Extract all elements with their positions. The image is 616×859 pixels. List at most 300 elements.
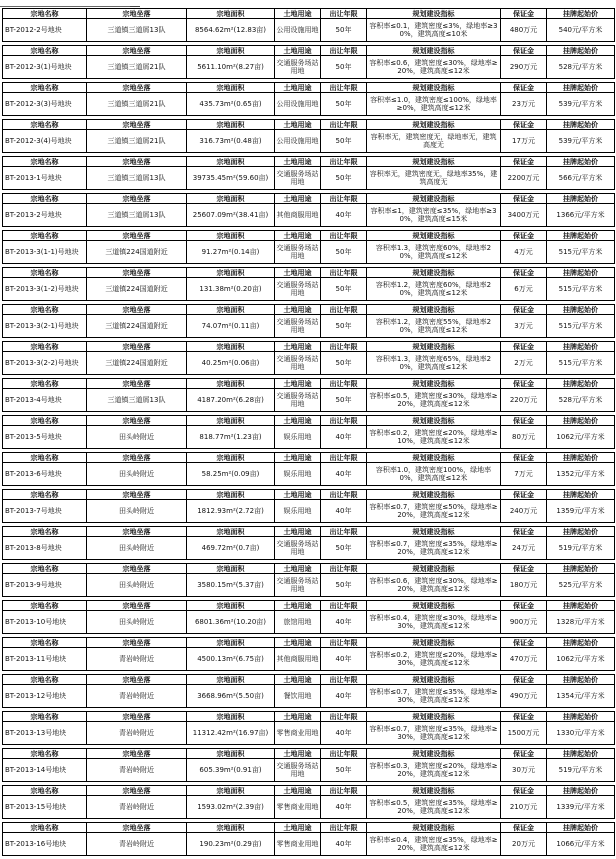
parcel-use: 交通服务场站用地 [275, 241, 321, 264]
parcel-deposit: 900万元 [501, 611, 547, 634]
header-price: 挂牌起始价 [547, 749, 615, 759]
parcel-deposit: 1500万元 [501, 722, 547, 745]
header-planning: 规划建设指标 [367, 157, 501, 167]
parcel-location: 田头岭附近 [87, 463, 187, 486]
parcel-block [2, 600, 615, 634]
parcel-data-row [3, 130, 615, 153]
header-term: 出让年限 [321, 83, 367, 93]
header-planning: 规划建设指标 [367, 675, 501, 685]
parcel-price: 1352元/平方米 [547, 463, 615, 486]
parcel-area: 3668.96m²(5.50亩) [187, 685, 275, 708]
parcel-block [2, 674, 615, 708]
parcel-area: 4187.20m²(6.28亩) [187, 389, 275, 412]
header-location: 宗地坐落 [87, 712, 187, 722]
header-deposit: 保证金 [501, 749, 547, 759]
header-price: 挂牌起始价 [547, 675, 615, 685]
header-deposit: 保证金 [501, 268, 547, 278]
header-use: 土地用途 [275, 194, 321, 204]
parcel-block [2, 526, 615, 560]
header-planning: 规划建设指标 [367, 601, 501, 611]
parcel-deposit: 480万元 [501, 19, 547, 42]
parcel-location: 田头岭附近 [87, 426, 187, 449]
header-area: 宗地面积 [187, 9, 275, 19]
header-planning: 规划建设指标 [367, 46, 501, 56]
header-underline [0, 6, 130, 7]
parcel-planning: 容积率1.2，建筑密度55%，绿地率20%，建筑高度≤12米 [367, 315, 501, 338]
header-deposit: 保证金 [501, 231, 547, 241]
parcel-data-row [3, 796, 615, 819]
header-term: 出让年限 [321, 379, 367, 389]
header-use: 土地用途 [275, 638, 321, 648]
parcel-name: BT-2013-2号地块 [3, 204, 87, 227]
parcel-name: BT-2013-7号地块 [3, 500, 87, 523]
header-area: 宗地面积 [187, 786, 275, 796]
header-price: 挂牌起始价 [547, 490, 615, 500]
parcel-name: BT-2013-3(1-1)号地块 [3, 241, 87, 264]
parcel-area: 1812.93m²(2.72亩) [187, 500, 275, 523]
parcel-planning: 容积率1.3，建筑密度60%，绿地率20%，建筑高度≤12米 [367, 241, 501, 264]
parcel-location: 三道镇224国道附近 [87, 315, 187, 338]
header-location: 宗地坐落 [87, 305, 187, 315]
parcel-deposit: 220万元 [501, 389, 547, 412]
header-planning: 规划建设指标 [367, 268, 501, 278]
header-area: 宗地面积 [187, 416, 275, 426]
parcel-term: 50年 [321, 93, 367, 116]
header-price: 挂牌起始价 [547, 712, 615, 722]
parcel-area: 316.73m²(0.48亩) [187, 130, 275, 153]
header-location: 宗地坐落 [87, 564, 187, 574]
parcel-deposit: 20万元 [501, 833, 547, 856]
parcel-price: 1366元/平方米 [547, 204, 615, 227]
parcel-term: 50年 [321, 352, 367, 375]
header-price: 挂牌起始价 [547, 83, 615, 93]
header-planning: 规划建设指标 [367, 231, 501, 241]
parcel-planning: 容积率≤0.2，建筑密度≤20%，绿地率≥10%，建筑高度≤12米 [367, 426, 501, 449]
parcel-location: 田头岭附近 [87, 574, 187, 597]
parcel-location: 三道镇224国道附近 [87, 241, 187, 264]
parcel-area: 131.38m²(0.20亩) [187, 278, 275, 301]
parcel-header-row [3, 157, 615, 167]
header-area: 宗地面积 [187, 712, 275, 722]
parcel-price: 528元/平方米 [547, 56, 615, 79]
parcel-location: 三道镇三道屑13队 [87, 389, 187, 412]
parcel-data-row [3, 315, 615, 338]
parcel-planning: 容积率≤0.7，建筑密度≤35%，绿地率≥30%，建筑高度≤12米 [367, 685, 501, 708]
header-deposit: 保证金 [501, 823, 547, 833]
parcel-area: 11312.42m²(16.97亩) [187, 722, 275, 745]
parcel-price: 539元/平方米 [547, 93, 615, 116]
parcel-header-row [3, 527, 615, 537]
header-area: 宗地面积 [187, 342, 275, 352]
parcel-name: BT-2013-15号地块 [3, 796, 87, 819]
header-deposit: 保证金 [501, 416, 547, 426]
parcel-use: 零售商业用地 [275, 833, 321, 856]
header-deposit: 保证金 [501, 9, 547, 19]
parcel-planning: 容积率≤0.5，建筑密度≤30%，绿地率≥20%，建筑高度≤12米 [367, 389, 501, 412]
parcel-planning: 容积率1.3，建筑密度65%，绿地率20%，建筑高度≤12米 [367, 352, 501, 375]
parcel-use: 其他商服用地 [275, 204, 321, 227]
header-location: 宗地坐落 [87, 638, 187, 648]
header-use: 土地用途 [275, 416, 321, 426]
parcel-data-row [3, 389, 615, 412]
header-area: 宗地面积 [187, 157, 275, 167]
parcel-header-row [3, 416, 615, 426]
header-location: 宗地坐落 [87, 749, 187, 759]
parcel-area: 40.25m²(0.06亩) [187, 352, 275, 375]
parcel-use: 零售商业用地 [275, 722, 321, 745]
header-term: 出让年限 [321, 749, 367, 759]
header-area: 宗地面积 [187, 490, 275, 500]
parcel-term: 50年 [321, 130, 367, 153]
header-deposit: 保证金 [501, 786, 547, 796]
parcel-term: 40年 [321, 500, 367, 523]
header-use: 土地用途 [275, 749, 321, 759]
header-deposit: 保证金 [501, 305, 547, 315]
header-term: 出让年限 [321, 231, 367, 241]
header-term: 出让年限 [321, 490, 367, 500]
parcel-data-row [3, 93, 615, 116]
header-use: 土地用途 [275, 83, 321, 93]
header-name: 宗地名称 [3, 601, 87, 611]
header-use: 土地用途 [275, 268, 321, 278]
parcel-listing [0, 8, 616, 859]
parcel-planning: 容积率无，建筑密度无，绿地率35%，建筑高度无 [367, 167, 501, 190]
header-price: 挂牌起始价 [547, 638, 615, 648]
parcel-block [2, 119, 615, 153]
parcel-name: BT-2013-6号地块 [3, 463, 87, 486]
parcel-price: 528元/平方米 [547, 389, 615, 412]
parcel-term: 50年 [321, 574, 367, 597]
parcel-price: 519元/平方米 [547, 537, 615, 560]
parcel-area: 74.07m²(0.11亩) [187, 315, 275, 338]
parcel-block [2, 822, 615, 856]
header-price: 挂牌起始价 [547, 120, 615, 130]
header-term: 出让年限 [321, 675, 367, 685]
header-use: 土地用途 [275, 231, 321, 241]
header-name: 宗地名称 [3, 194, 87, 204]
parcel-header-row [3, 120, 615, 130]
parcel-deposit: 3400万元 [501, 204, 547, 227]
header-name: 宗地名称 [3, 638, 87, 648]
parcel-planning: 容积率≤0.7，建筑密度≤50%，绿地率≥20%，建筑高度≤12米 [367, 500, 501, 523]
parcel-planning: 容积率≤0.7，建筑密度≤35%，绿地率≥30%，建筑高度≤12米 [367, 722, 501, 745]
header-price: 挂牌起始价 [547, 823, 615, 833]
parcel-location: 三道镇三道屑21队 [87, 130, 187, 153]
parcel-planning: 容积率1.2，建筑密度60%，绿地率20%，建筑高度≤12米 [367, 278, 501, 301]
parcel-location: 青岩岭附近 [87, 796, 187, 819]
header-area: 宗地面积 [187, 231, 275, 241]
parcel-name: BT-2012-2号地块 [3, 19, 87, 42]
header-location: 宗地坐落 [87, 9, 187, 19]
parcel-block [2, 156, 615, 190]
parcel-deposit: 490万元 [501, 685, 547, 708]
parcel-data-row [3, 574, 615, 597]
parcel-deposit: 2万元 [501, 352, 547, 375]
parcel-header-row [3, 83, 615, 93]
parcel-block [2, 8, 615, 42]
parcel-header-row [3, 453, 615, 463]
header-term: 出让年限 [321, 712, 367, 722]
parcel-deposit: 23万元 [501, 93, 547, 116]
header-planning: 规划建设指标 [367, 305, 501, 315]
header-area: 宗地面积 [187, 749, 275, 759]
parcel-deposit: 290万元 [501, 56, 547, 79]
parcel-price: 515元/平方米 [547, 241, 615, 264]
header-location: 宗地坐落 [87, 823, 187, 833]
parcel-location: 青岩岭附近 [87, 685, 187, 708]
header-area: 宗地面积 [187, 453, 275, 463]
header-area: 宗地面积 [187, 194, 275, 204]
parcel-use: 娱乐用地 [275, 500, 321, 523]
header-name: 宗地名称 [3, 9, 87, 19]
header-planning: 规划建设指标 [367, 749, 501, 759]
parcel-block [2, 748, 615, 782]
parcel-planning: 容积率≤0.1，建筑密度≤3%，绿地率≥30%，建筑高度≤10米 [367, 19, 501, 42]
parcel-term: 50年 [321, 278, 367, 301]
header-use: 土地用途 [275, 564, 321, 574]
header-term: 出让年限 [321, 453, 367, 463]
header-location: 宗地坐落 [87, 83, 187, 93]
header-name: 宗地名称 [3, 379, 87, 389]
parcel-location: 三道镇三道屑13队 [87, 204, 187, 227]
header-term: 出让年限 [321, 157, 367, 167]
parcel-use: 其他商服用地 [275, 648, 321, 671]
header-use: 土地用途 [275, 527, 321, 537]
parcel-term: 50年 [321, 241, 367, 264]
parcel-name: BT-2013-14号地块 [3, 759, 87, 782]
header-use: 土地用途 [275, 601, 321, 611]
parcel-area: 5611.10m²(8.27亩) [187, 56, 275, 79]
header-use: 土地用途 [275, 46, 321, 56]
parcel-planning: 容积率≤0.2，建筑密度≤20%，绿地率≥30%，建筑高度≤12米 [367, 648, 501, 671]
parcel-header-row [3, 231, 615, 241]
parcel-term: 40年 [321, 204, 367, 227]
parcel-data-row [3, 278, 615, 301]
header-price: 挂牌起始价 [547, 416, 615, 426]
parcel-deposit: 7万元 [501, 463, 547, 486]
header-deposit: 保证金 [501, 342, 547, 352]
parcel-data-row [3, 685, 615, 708]
parcel-name: BT-2013-10号地块 [3, 611, 87, 634]
parcel-name: BT-2013-13号地块 [3, 722, 87, 745]
header-price: 挂牌起始价 [547, 564, 615, 574]
header-location: 宗地坐落 [87, 231, 187, 241]
parcel-location: 青岩岭附近 [87, 648, 187, 671]
header-area: 宗地面积 [187, 564, 275, 574]
parcel-area: 39735.45m²(59.60亩) [187, 167, 275, 190]
header-deposit: 保证金 [501, 157, 547, 167]
parcel-use: 交通服务场站用地 [275, 759, 321, 782]
parcel-deposit: 6万元 [501, 278, 547, 301]
parcel-use: 交通服务场站用地 [275, 278, 321, 301]
parcel-price: 1062元/平方米 [547, 426, 615, 449]
header-name: 宗地名称 [3, 83, 87, 93]
parcel-deposit: 4万元 [501, 241, 547, 264]
header-name: 宗地名称 [3, 564, 87, 574]
header-location: 宗地坐落 [87, 120, 187, 130]
parcel-block [2, 637, 615, 671]
parcel-name: BT-2013-11号地块 [3, 648, 87, 671]
header-name: 宗地名称 [3, 120, 87, 130]
parcel-area: 435.73m²(0.65亩) [187, 93, 275, 116]
parcel-price: 515元/平方米 [547, 315, 615, 338]
header-location: 宗地坐落 [87, 601, 187, 611]
header-price: 挂牌起始价 [547, 268, 615, 278]
header-term: 出让年限 [321, 416, 367, 426]
parcel-data-row [3, 463, 615, 486]
parcel-use: 公用设施用地 [275, 93, 321, 116]
header-price: 挂牌起始价 [547, 527, 615, 537]
parcel-planning: 容积率≤0.6，建筑密度≤30%，绿地率≥20%，建筑高度≤12米 [367, 56, 501, 79]
parcel-data-row [3, 648, 615, 671]
parcel-location: 青岩岭附近 [87, 722, 187, 745]
header-term: 出让年限 [321, 342, 367, 352]
parcel-header-row [3, 268, 615, 278]
parcel-area: 8564.62m²(12.83亩) [187, 19, 275, 42]
header-planning: 规划建设指标 [367, 564, 501, 574]
parcel-deposit: 2200万元 [501, 167, 547, 190]
header-term: 出让年限 [321, 601, 367, 611]
parcel-name: BT-2013-5号地块 [3, 426, 87, 449]
header-use: 土地用途 [275, 379, 321, 389]
parcel-header-row [3, 46, 615, 56]
parcel-header-row [3, 564, 615, 574]
parcel-term: 40年 [321, 426, 367, 449]
header-name: 宗地名称 [3, 527, 87, 537]
header-name: 宗地名称 [3, 305, 87, 315]
header-location: 宗地坐落 [87, 194, 187, 204]
header-deposit: 保证金 [501, 453, 547, 463]
parcel-name: BT-2013-8号地块 [3, 537, 87, 560]
parcel-header-row [3, 490, 615, 500]
parcel-location: 田头岭附近 [87, 500, 187, 523]
parcel-block [2, 193, 615, 227]
header-deposit: 保证金 [501, 120, 547, 130]
parcel-term: 50年 [321, 315, 367, 338]
header-deposit: 保证金 [501, 490, 547, 500]
parcel-deposit: 80万元 [501, 426, 547, 449]
parcel-header-row [3, 9, 615, 19]
header-use: 土地用途 [275, 712, 321, 722]
parcel-price: 515元/平方米 [547, 278, 615, 301]
parcel-area: 818.77m²(1.23亩) [187, 426, 275, 449]
parcel-use: 旅馆用地 [275, 611, 321, 634]
parcel-area: 58.25m²(0.09亩) [187, 463, 275, 486]
header-price: 挂牌起始价 [547, 601, 615, 611]
parcel-block [2, 785, 615, 819]
header-price: 挂牌起始价 [547, 194, 615, 204]
header-use: 土地用途 [275, 786, 321, 796]
parcel-area: 4500.13m²(6.75亩) [187, 648, 275, 671]
parcel-data-row [3, 241, 615, 264]
parcel-use: 公用设施用地 [275, 19, 321, 42]
header-location: 宗地坐落 [87, 453, 187, 463]
header-location: 宗地坐落 [87, 490, 187, 500]
parcel-header-row [3, 638, 615, 648]
parcel-block [2, 489, 615, 523]
parcel-planning: 容积率1.0，建筑密度100%，绿地率0%，建筑高度≤12米 [367, 463, 501, 486]
parcel-name: BT-2012-3(4)号地块 [3, 130, 87, 153]
parcel-term: 40年 [321, 722, 367, 745]
header-area: 宗地面积 [187, 379, 275, 389]
parcel-header-row [3, 305, 615, 315]
parcel-location: 三道镇224国道附近 [87, 278, 187, 301]
header-location: 宗地坐落 [87, 268, 187, 278]
parcel-block [2, 711, 615, 745]
parcel-price: 1328元/平方米 [547, 611, 615, 634]
parcel-area: 6801.36m²(10.20亩) [187, 611, 275, 634]
parcel-planning: 容积率≤0.4，建筑密度≤30%，绿地率≥30%，建筑高度≤12米 [367, 611, 501, 634]
parcel-area: 605.39m²(0.91亩) [187, 759, 275, 782]
parcel-term: 40年 [321, 685, 367, 708]
header-area: 宗地面积 [187, 46, 275, 56]
header-use: 土地用途 [275, 823, 321, 833]
header-location: 宗地坐落 [87, 379, 187, 389]
parcel-data-row [3, 167, 615, 190]
parcel-planning: 容积率≤1.0，建筑密度≤100%，绿地率≥0%，建筑高度≤12米 [367, 93, 501, 116]
parcel-deposit: 17万元 [501, 130, 547, 153]
parcel-price: 1062元/平方米 [547, 648, 615, 671]
parcel-term: 40年 [321, 463, 367, 486]
header-deposit: 保证金 [501, 194, 547, 204]
header-use: 土地用途 [275, 120, 321, 130]
header-price: 挂牌起始价 [547, 786, 615, 796]
parcel-area: 1593.02m²(2.39亩) [187, 796, 275, 819]
parcel-planning: 容积率≤0.7，建筑密度≤35%，绿地率≥20%，建筑高度≤12米 [367, 537, 501, 560]
header-planning: 规划建设指标 [367, 712, 501, 722]
parcel-name: BT-2012-3(3)号地块 [3, 93, 87, 116]
parcel-deposit: 470万元 [501, 648, 547, 671]
parcel-price: 1354元/平方米 [547, 685, 615, 708]
header-price: 挂牌起始价 [547, 157, 615, 167]
parcel-block [2, 304, 615, 338]
parcel-name: BT-2012-3(1)号地块 [3, 56, 87, 79]
parcel-block [2, 563, 615, 597]
header-price: 挂牌起始价 [547, 379, 615, 389]
header-location: 宗地坐落 [87, 46, 187, 56]
parcel-term: 50年 [321, 56, 367, 79]
parcel-block [2, 452, 615, 486]
header-name: 宗地名称 [3, 675, 87, 685]
parcel-header-row [3, 194, 615, 204]
parcel-use: 交通服务场站用地 [275, 389, 321, 412]
header-use: 土地用途 [275, 157, 321, 167]
parcel-use: 交通服务场站用地 [275, 315, 321, 338]
header-planning: 规划建设指标 [367, 379, 501, 389]
parcel-name: BT-2013-12号地块 [3, 685, 87, 708]
header-area: 宗地面积 [187, 527, 275, 537]
header-area: 宗地面积 [187, 268, 275, 278]
parcel-price: 525元/平方米 [547, 574, 615, 597]
header-planning: 规划建设指标 [367, 9, 501, 19]
parcel-data-row [3, 19, 615, 42]
header-name: 宗地名称 [3, 712, 87, 722]
header-planning: 规划建设指标 [367, 823, 501, 833]
parcel-header-row [3, 749, 615, 759]
parcel-data-row [3, 352, 615, 375]
header-area: 宗地面积 [187, 305, 275, 315]
parcel-price: 566元/平方米 [547, 167, 615, 190]
parcel-location: 田头岭附近 [87, 537, 187, 560]
parcel-price: 519元/平方米 [547, 759, 615, 782]
parcel-location: 青岩岭附近 [87, 833, 187, 856]
parcel-term: 50年 [321, 537, 367, 560]
header-planning: 规划建设指标 [367, 527, 501, 537]
header-area: 宗地面积 [187, 120, 275, 130]
header-deposit: 保证金 [501, 638, 547, 648]
parcel-header-row [3, 601, 615, 611]
header-price: 挂牌起始价 [547, 305, 615, 315]
